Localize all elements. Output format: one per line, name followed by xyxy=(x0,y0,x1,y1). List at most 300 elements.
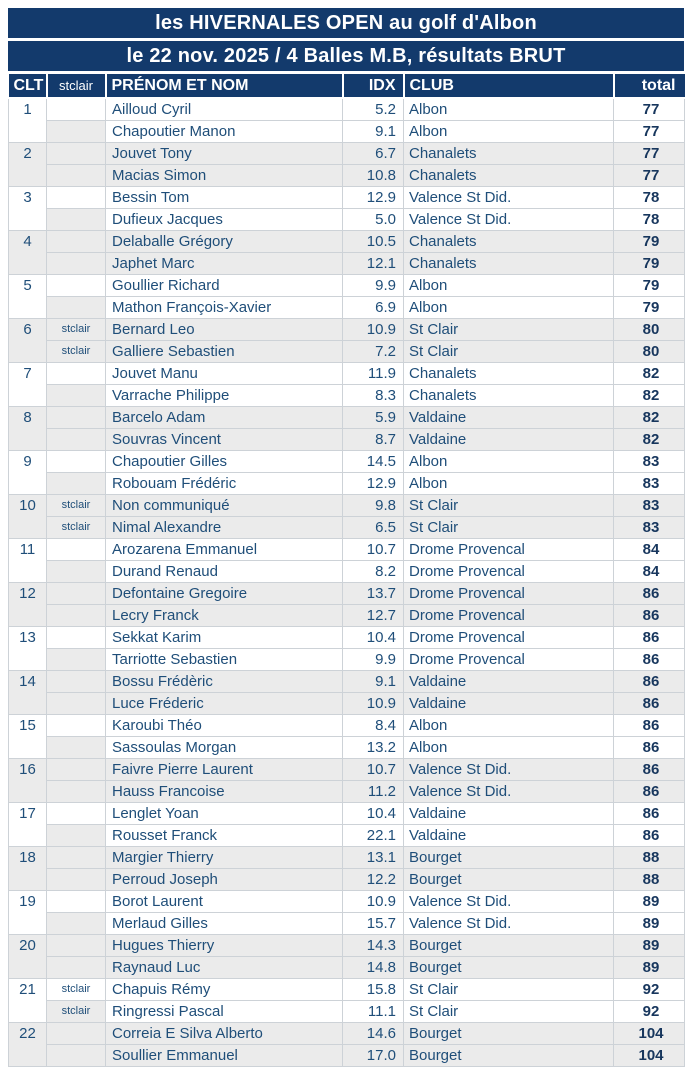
player-row xyxy=(9,957,685,979)
stclair-cell: stclair xyxy=(47,1001,106,1023)
player-row xyxy=(9,143,685,165)
player-row xyxy=(9,231,685,253)
total-cell: 83 xyxy=(614,451,685,473)
player-row xyxy=(9,187,685,209)
player-row xyxy=(9,891,685,913)
club-cell: Albon xyxy=(404,737,614,759)
club-cell: Bourget xyxy=(404,935,614,957)
player-name-cell: Macias Simon xyxy=(106,165,343,187)
player-name-cell: Hugues Thierry xyxy=(106,935,343,957)
stclair-cell xyxy=(47,583,106,605)
stclair-cell xyxy=(47,407,106,429)
index-cell: 9.1 xyxy=(343,671,404,693)
index-cell: 14.3 xyxy=(343,935,404,957)
stclair-cell xyxy=(47,913,106,935)
results-table-head xyxy=(9,74,685,98)
club-cell: Drome Provencal xyxy=(404,583,614,605)
stclair-cell xyxy=(47,429,106,451)
player-row xyxy=(9,297,685,319)
player-name-cell: Non communiqué xyxy=(106,495,343,517)
index-cell: 6.7 xyxy=(343,143,404,165)
player-name-cell: Jouvet Tony xyxy=(106,143,343,165)
player-row xyxy=(9,605,685,627)
total-cell: 104 xyxy=(614,1023,685,1045)
total-cell: 86 xyxy=(614,605,685,627)
club-cell: Chanalets xyxy=(404,253,614,275)
club-cell: St Clair xyxy=(404,495,614,517)
player-row xyxy=(9,539,685,561)
player-row xyxy=(9,473,685,495)
stclair-cell xyxy=(47,143,106,165)
player-name-cell: Bessin Tom xyxy=(106,187,343,209)
player-name-cell: Mathon François-Xavier xyxy=(106,297,343,319)
stclair-cell xyxy=(47,451,106,473)
club-cell: Valence St Did. xyxy=(404,187,614,209)
header-row xyxy=(9,74,685,98)
index-cell: 13.7 xyxy=(343,583,404,605)
index-cell: 22.1 xyxy=(343,825,404,847)
total-cell: 86 xyxy=(614,693,685,715)
total-cell: 82 xyxy=(614,407,685,429)
stclair-cell xyxy=(47,781,106,803)
club-cell: Albon xyxy=(404,297,614,319)
total-cell: 84 xyxy=(614,561,685,583)
stclair-cell: stclair xyxy=(47,495,106,517)
club-cell: Bourget xyxy=(404,847,614,869)
player-name-cell: Rousset Franck xyxy=(106,825,343,847)
index-cell: 7.2 xyxy=(343,341,404,363)
club-cell: St Clair xyxy=(404,517,614,539)
total-cell: 89 xyxy=(614,957,685,979)
index-cell: 11.1 xyxy=(343,1001,404,1023)
player-row xyxy=(9,627,685,649)
club-cell: Chanalets xyxy=(404,231,614,253)
club-cell: Bourget xyxy=(404,1023,614,1045)
player-name-cell: Bernard Leo xyxy=(106,319,343,341)
stclair-cell xyxy=(47,671,106,693)
player-row xyxy=(9,1001,685,1023)
player-name-cell: Ailloud Cyril xyxy=(106,98,343,121)
club-cell: Albon xyxy=(404,275,614,297)
rank-cell: 17 xyxy=(9,803,47,847)
index-cell: 13.2 xyxy=(343,737,404,759)
index-cell: 12.7 xyxy=(343,605,404,627)
index-cell: 10.9 xyxy=(343,891,404,913)
total-cell: 79 xyxy=(614,275,685,297)
player-name-cell: Chapuis Rémy xyxy=(106,979,343,1001)
stclair-cell xyxy=(47,209,106,231)
rank-cell: 20 xyxy=(9,935,47,979)
index-cell: 14.5 xyxy=(343,451,404,473)
club-cell: Valence St Did. xyxy=(404,781,614,803)
total-cell: 104 xyxy=(614,1045,685,1067)
player-row xyxy=(9,209,685,231)
club-cell: Valence St Did. xyxy=(404,913,614,935)
player-name-cell: Nimal Alexandre xyxy=(106,517,343,539)
player-row xyxy=(9,649,685,671)
player-name-cell: Durand Renaud xyxy=(106,561,343,583)
club-cell: St Clair xyxy=(404,319,614,341)
stclair-cell xyxy=(47,363,106,385)
player-name-cell: Faivre Pierre Laurent xyxy=(106,759,343,781)
stclair-cell: stclair xyxy=(47,979,106,1001)
total-cell: 84 xyxy=(614,539,685,561)
club-cell: Bourget xyxy=(404,957,614,979)
stclair-cell xyxy=(47,957,106,979)
player-name-cell: Arozarena Emmanuel xyxy=(106,539,343,561)
index-cell: 12.9 xyxy=(343,187,404,209)
rank-cell: 6 xyxy=(9,319,47,363)
results-table xyxy=(8,74,685,1067)
stclair-cell xyxy=(47,803,106,825)
total-cell: 77 xyxy=(614,121,685,143)
player-name-cell: Borot Laurent xyxy=(106,891,343,913)
player-name-cell: Goullier Richard xyxy=(106,275,343,297)
index-cell: 10.9 xyxy=(343,319,404,341)
index-cell: 14.8 xyxy=(343,957,404,979)
player-row xyxy=(9,385,685,407)
index-cell: 9.9 xyxy=(343,275,404,297)
player-name-cell: Souvras Vincent xyxy=(106,429,343,451)
rank-cell: 15 xyxy=(9,715,47,759)
player-name-cell: Tarriotte Sebastien xyxy=(106,649,343,671)
total-cell: 86 xyxy=(614,737,685,759)
stclair-cell xyxy=(47,1023,106,1045)
rank-cell: 22 xyxy=(9,1023,47,1067)
index-cell: 8.7 xyxy=(343,429,404,451)
club-cell: Chanalets xyxy=(404,363,614,385)
total-cell: 92 xyxy=(614,979,685,1001)
player-row xyxy=(9,341,685,363)
stclair-cell xyxy=(47,231,106,253)
player-name-cell: Jouvet Manu xyxy=(106,363,343,385)
player-row xyxy=(9,583,685,605)
club-cell: Valdaine xyxy=(404,407,614,429)
stclair-cell xyxy=(47,539,106,561)
index-cell: 9.1 xyxy=(343,121,404,143)
rank-cell: 8 xyxy=(9,407,47,451)
results-table-body xyxy=(9,98,685,1067)
player-row xyxy=(9,121,685,143)
index-cell: 9.8 xyxy=(343,495,404,517)
player-name-cell: Sekkat Karim xyxy=(106,627,343,649)
stclair-cell xyxy=(47,605,106,627)
index-cell: 14.6 xyxy=(343,1023,404,1045)
total-cell: 79 xyxy=(614,231,685,253)
stclair-cell xyxy=(47,187,106,209)
rank-cell: 3 xyxy=(9,187,47,231)
player-name-cell: Robouam Frédéric xyxy=(106,473,343,495)
total-cell: 86 xyxy=(614,825,685,847)
index-cell: 5.2 xyxy=(343,98,404,121)
total-cell: 86 xyxy=(614,803,685,825)
player-name-cell: Lenglet Yoan xyxy=(106,803,343,825)
club-cell: Drome Provencal xyxy=(404,605,614,627)
player-name-cell: Merlaud Gilles xyxy=(106,913,343,935)
total-cell: 88 xyxy=(614,847,685,869)
rank-cell: 5 xyxy=(9,275,47,319)
index-cell: 5.0 xyxy=(343,209,404,231)
stclair-cell xyxy=(47,847,106,869)
stclair-cell xyxy=(47,98,106,121)
player-name-cell: Dufieux Jacques xyxy=(106,209,343,231)
club-cell: St Clair xyxy=(404,1001,614,1023)
player-row xyxy=(9,319,685,341)
player-row xyxy=(9,1045,685,1067)
index-cell: 11.2 xyxy=(343,781,404,803)
player-row xyxy=(9,451,685,473)
header-stclair: stclair xyxy=(47,74,106,98)
player-row xyxy=(9,407,685,429)
club-cell: Drome Provencal xyxy=(404,539,614,561)
total-cell: 78 xyxy=(614,187,685,209)
total-cell: 77 xyxy=(614,143,685,165)
club-cell: Albon xyxy=(404,98,614,121)
player-row xyxy=(9,737,685,759)
player-name-cell: Soullier Emmanuel xyxy=(106,1045,343,1067)
index-cell: 10.9 xyxy=(343,693,404,715)
index-cell: 8.4 xyxy=(343,715,404,737)
stclair-cell xyxy=(47,935,106,957)
club-cell: Chanalets xyxy=(404,143,614,165)
total-cell: 88 xyxy=(614,869,685,891)
stclair-cell xyxy=(47,715,106,737)
club-cell: Valdaine xyxy=(404,825,614,847)
index-cell: 10.8 xyxy=(343,165,404,187)
club-cell: Albon xyxy=(404,121,614,143)
player-name-cell: Barcelo Adam xyxy=(106,407,343,429)
index-cell: 5.9 xyxy=(343,407,404,429)
club-cell: St Clair xyxy=(404,341,614,363)
total-cell: 80 xyxy=(614,341,685,363)
player-name-cell: Margier Thierry xyxy=(106,847,343,869)
total-cell: 86 xyxy=(614,759,685,781)
player-name-cell: Bossu Frédèric xyxy=(106,671,343,693)
rank-cell: 10 xyxy=(9,495,47,539)
player-row xyxy=(9,781,685,803)
index-cell: 10.4 xyxy=(343,627,404,649)
rank-cell: 18 xyxy=(9,847,47,891)
total-cell: 82 xyxy=(614,363,685,385)
index-cell: 12.9 xyxy=(343,473,404,495)
club-cell: Valdaine xyxy=(404,693,614,715)
player-row xyxy=(9,671,685,693)
stclair-cell xyxy=(47,165,106,187)
rank-cell: 7 xyxy=(9,363,47,407)
player-row xyxy=(9,98,685,121)
club-cell: Valence St Did. xyxy=(404,759,614,781)
player-row xyxy=(9,517,685,539)
club-cell: St Clair xyxy=(404,979,614,1001)
index-cell: 13.1 xyxy=(343,847,404,869)
player-row xyxy=(9,363,685,385)
player-row xyxy=(9,715,685,737)
player-name-cell: Luce Fréderic xyxy=(106,693,343,715)
rank-cell: 14 xyxy=(9,671,47,715)
stclair-cell xyxy=(47,297,106,319)
stclair-cell: stclair xyxy=(47,319,106,341)
club-cell: Albon xyxy=(404,715,614,737)
total-cell: 83 xyxy=(614,495,685,517)
title-bar xyxy=(8,8,684,38)
total-cell: 77 xyxy=(614,165,685,187)
club-cell: Bourget xyxy=(404,869,614,891)
club-cell: Valence St Did. xyxy=(404,209,614,231)
player-name-cell: Chapoutier Manon xyxy=(106,121,343,143)
player-row xyxy=(9,759,685,781)
player-name-cell: Delaballe Grégory xyxy=(106,231,343,253)
total-cell: 78 xyxy=(614,209,685,231)
total-cell: 89 xyxy=(614,891,685,913)
header-clt: CLT xyxy=(9,74,47,98)
total-cell: 82 xyxy=(614,385,685,407)
total-cell: 86 xyxy=(614,715,685,737)
club-cell: Albon xyxy=(404,451,614,473)
player-name-cell: Correia E Silva Alberto xyxy=(106,1023,343,1045)
total-cell: 92 xyxy=(614,1001,685,1023)
stclair-cell xyxy=(47,121,106,143)
player-name-cell: Raynaud Luc xyxy=(106,957,343,979)
index-cell: 10.7 xyxy=(343,539,404,561)
rank-cell: 12 xyxy=(9,583,47,627)
stclair-cell xyxy=(47,759,106,781)
stclair-cell xyxy=(47,1045,106,1067)
index-cell: 12.1 xyxy=(343,253,404,275)
player-name-cell: Varrache Philippe xyxy=(106,385,343,407)
player-row xyxy=(9,253,685,275)
rank-cell: 16 xyxy=(9,759,47,803)
player-name-cell: Karoubi Théo xyxy=(106,715,343,737)
player-name-cell: Lecry Franck xyxy=(106,605,343,627)
player-row xyxy=(9,275,685,297)
stclair-cell xyxy=(47,385,106,407)
header-total: total xyxy=(614,74,685,98)
player-row xyxy=(9,561,685,583)
club-cell: Bourget xyxy=(404,1045,614,1067)
total-cell: 80 xyxy=(614,319,685,341)
page-title: les HIVERNALES OPEN au golf d'Albon xyxy=(155,12,537,34)
stclair-cell xyxy=(47,737,106,759)
index-cell: 8.3 xyxy=(343,385,404,407)
index-cell: 17.0 xyxy=(343,1045,404,1067)
index-cell: 8.2 xyxy=(343,561,404,583)
player-row xyxy=(9,165,685,187)
player-row xyxy=(9,825,685,847)
header-name: PRÉNOM ET NOM xyxy=(106,74,343,98)
total-cell: 86 xyxy=(614,583,685,605)
stclair-cell xyxy=(47,891,106,913)
subtitle-bar xyxy=(8,41,684,71)
club-cell: Drome Provencal xyxy=(404,561,614,583)
rank-cell: 21 xyxy=(9,979,47,1023)
rank-cell: 2 xyxy=(9,143,47,187)
player-row xyxy=(9,935,685,957)
player-row xyxy=(9,803,685,825)
club-cell: Albon xyxy=(404,473,614,495)
stclair-cell: stclair xyxy=(47,517,106,539)
player-row xyxy=(9,913,685,935)
stclair-cell xyxy=(47,561,106,583)
total-cell: 79 xyxy=(614,297,685,319)
rank-cell: 1 xyxy=(9,98,47,143)
index-cell: 15.7 xyxy=(343,913,404,935)
club-cell: Valdaine xyxy=(404,671,614,693)
stclair-cell xyxy=(47,275,106,297)
club-cell: Drome Provencal xyxy=(404,627,614,649)
rank-cell: 19 xyxy=(9,891,47,935)
rank-cell: 13 xyxy=(9,627,47,671)
player-name-cell: Galliere Sebastien xyxy=(106,341,343,363)
club-cell: Drome Provencal xyxy=(404,649,614,671)
player-name-cell: Chapoutier Gilles xyxy=(106,451,343,473)
rank-cell: 4 xyxy=(9,231,47,275)
player-row xyxy=(9,693,685,715)
rank-cell: 11 xyxy=(9,539,47,583)
stclair-cell xyxy=(47,825,106,847)
player-row xyxy=(9,1023,685,1045)
index-cell: 6.5 xyxy=(343,517,404,539)
stclair-cell xyxy=(47,869,106,891)
index-cell: 6.9 xyxy=(343,297,404,319)
club-cell: Chanalets xyxy=(404,165,614,187)
total-cell: 83 xyxy=(614,517,685,539)
player-name-cell: Hauss Francoise xyxy=(106,781,343,803)
index-cell: 10.7 xyxy=(343,759,404,781)
total-cell: 77 xyxy=(614,98,685,121)
total-cell: 86 xyxy=(614,671,685,693)
total-cell: 79 xyxy=(614,253,685,275)
player-name-cell: Sassoulas Morgan xyxy=(106,737,343,759)
index-cell: 10.5 xyxy=(343,231,404,253)
page-subtitle: le 22 nov. 2025 / 4 Balles M.B, résultats BRUT xyxy=(126,45,566,67)
player-row xyxy=(9,979,685,1001)
index-cell: 15.8 xyxy=(343,979,404,1001)
header-idx: IDX xyxy=(343,74,404,98)
total-cell: 83 xyxy=(614,473,685,495)
club-cell: Chanalets xyxy=(404,385,614,407)
total-cell: 86 xyxy=(614,649,685,671)
stclair-cell xyxy=(47,649,106,671)
total-cell: 86 xyxy=(614,627,685,649)
rank-cell: 9 xyxy=(9,451,47,495)
player-row xyxy=(9,429,685,451)
player-row xyxy=(9,495,685,517)
total-cell: 89 xyxy=(614,913,685,935)
total-cell: 89 xyxy=(614,935,685,957)
player-row xyxy=(9,869,685,891)
index-cell: 11.9 xyxy=(343,363,404,385)
club-cell: Valdaine xyxy=(404,429,614,451)
stclair-cell xyxy=(47,627,106,649)
total-cell: 86 xyxy=(614,781,685,803)
club-cell: Valence St Did. xyxy=(404,891,614,913)
header-club: CLUB xyxy=(404,74,614,98)
player-name-cell: Japhet Marc xyxy=(106,253,343,275)
index-cell: 10.4 xyxy=(343,803,404,825)
player-row xyxy=(9,847,685,869)
player-name-cell: Perroud Joseph xyxy=(106,869,343,891)
index-cell: 9.9 xyxy=(343,649,404,671)
stclair-cell xyxy=(47,473,106,495)
player-name-cell: Defontaine Gregoire xyxy=(106,583,343,605)
stclair-cell: stclair xyxy=(47,341,106,363)
results-page xyxy=(8,8,684,1067)
player-name-cell: Ringressi Pascal xyxy=(106,1001,343,1023)
total-cell: 82 xyxy=(614,429,685,451)
stclair-cell xyxy=(47,253,106,275)
club-cell: Valdaine xyxy=(404,803,614,825)
stclair-cell xyxy=(47,693,106,715)
